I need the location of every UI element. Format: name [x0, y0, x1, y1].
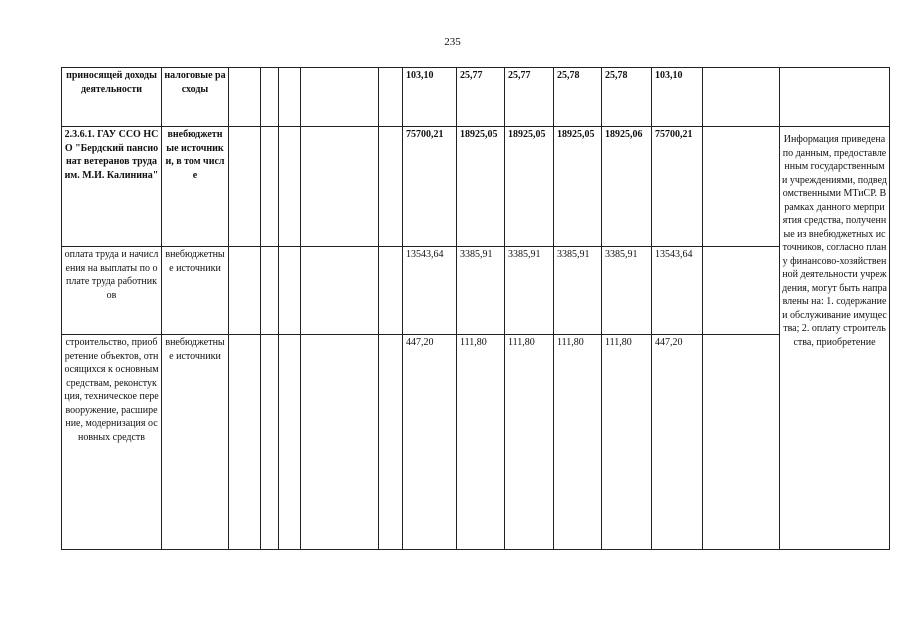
- empty-cell: [379, 68, 403, 127]
- empty-cell: [703, 68, 780, 127]
- empty-cell: [261, 335, 279, 550]
- value-cell: 18925,05: [457, 127, 505, 247]
- empty-cell: [703, 127, 780, 247]
- empty-cell: [229, 247, 261, 335]
- value-cell: 18925,05: [554, 127, 602, 247]
- table-row: [62, 247, 890, 335]
- note-cell: Информация приведена по данным, предоставленным государственными учреждениями, подведомственными МТиСР. В рамках данного мерприятия средства, полученные из внебюджетных источников, согласно плану финансово-хозяйственной деятельности учреждения, могут быть направлены на: 1. содержание и обслуживание имущества; 2. оплату строительства, приобретение: [780, 127, 890, 550]
- value-cell: 13543,64: [403, 247, 457, 335]
- table-row: [62, 335, 890, 550]
- row-source-cell: внебюджетные источники, в том числе: [162, 127, 229, 247]
- row-name-cell: оплата труда и начисления на выплаты по оплате труда работников: [62, 247, 162, 335]
- empty-cell: [279, 127, 301, 247]
- value-cell: 75700,21: [403, 127, 457, 247]
- value-cell: 111,80: [554, 335, 602, 550]
- empty-cell: [279, 68, 301, 127]
- empty-cell: [379, 127, 403, 247]
- value-cell: 111,80: [505, 335, 554, 550]
- empty-cell: [703, 335, 780, 550]
- empty-cell: [279, 247, 301, 335]
- row-source-cell: внебюджетные источники: [162, 335, 229, 550]
- value-cell: 447,20: [403, 335, 457, 550]
- empty-cell: [379, 335, 403, 550]
- value-cell: 25,78: [554, 68, 602, 127]
- empty-cell: [379, 247, 403, 335]
- empty-cell: [301, 127, 379, 247]
- value-cell: 3385,91: [457, 247, 505, 335]
- empty-cell: [229, 335, 261, 550]
- empty-cell: [229, 127, 261, 247]
- value-cell: 13543,64: [652, 247, 703, 335]
- empty-cell: [229, 68, 261, 127]
- empty-cell: [301, 335, 379, 550]
- budget-table: [61, 67, 890, 550]
- value-cell: 75700,21: [652, 127, 703, 247]
- value-cell: 103,10: [403, 68, 457, 127]
- page-number: 235: [444, 36, 461, 48]
- row-source-cell: налоговые расходы: [162, 68, 229, 127]
- value-cell: 18925,05: [505, 127, 554, 247]
- empty-cell: [261, 127, 279, 247]
- empty-cell: [301, 68, 379, 127]
- row-source-cell: внебюджетные источники: [162, 247, 229, 335]
- value-cell: 3385,91: [602, 247, 652, 335]
- empty-cell: [261, 247, 279, 335]
- table-row: [62, 68, 890, 127]
- empty-cell: [703, 247, 780, 335]
- value-cell: 111,80: [602, 335, 652, 550]
- empty-cell: [279, 335, 301, 550]
- value-cell: 25,77: [505, 68, 554, 127]
- row-name-cell: 2.3.6.1. ГАУ ССО НСО "Бердский пансионат ветеранов труда им. М.И. Калинина": [62, 127, 162, 247]
- row-name-cell: приносящей доходы деятельности: [62, 68, 162, 127]
- value-cell: 25,77: [457, 68, 505, 127]
- empty-cell: [261, 68, 279, 127]
- empty-cell: [780, 68, 890, 127]
- row-name-cell: строительство, приобретение объектов, относящихся к основным средствам, реконстукция, техническое перевооружение, расширение, модернизация основных средств: [62, 335, 162, 550]
- empty-cell: [301, 247, 379, 335]
- value-cell: 103,10: [652, 68, 703, 127]
- value-cell: 111,80: [457, 335, 505, 550]
- value-cell: 3385,91: [505, 247, 554, 335]
- value-cell: 3385,91: [554, 247, 602, 335]
- value-cell: 447,20: [652, 335, 703, 550]
- value-cell: 18925,06: [602, 127, 652, 247]
- value-cell: 25,78: [602, 68, 652, 127]
- table-row: [62, 127, 890, 247]
